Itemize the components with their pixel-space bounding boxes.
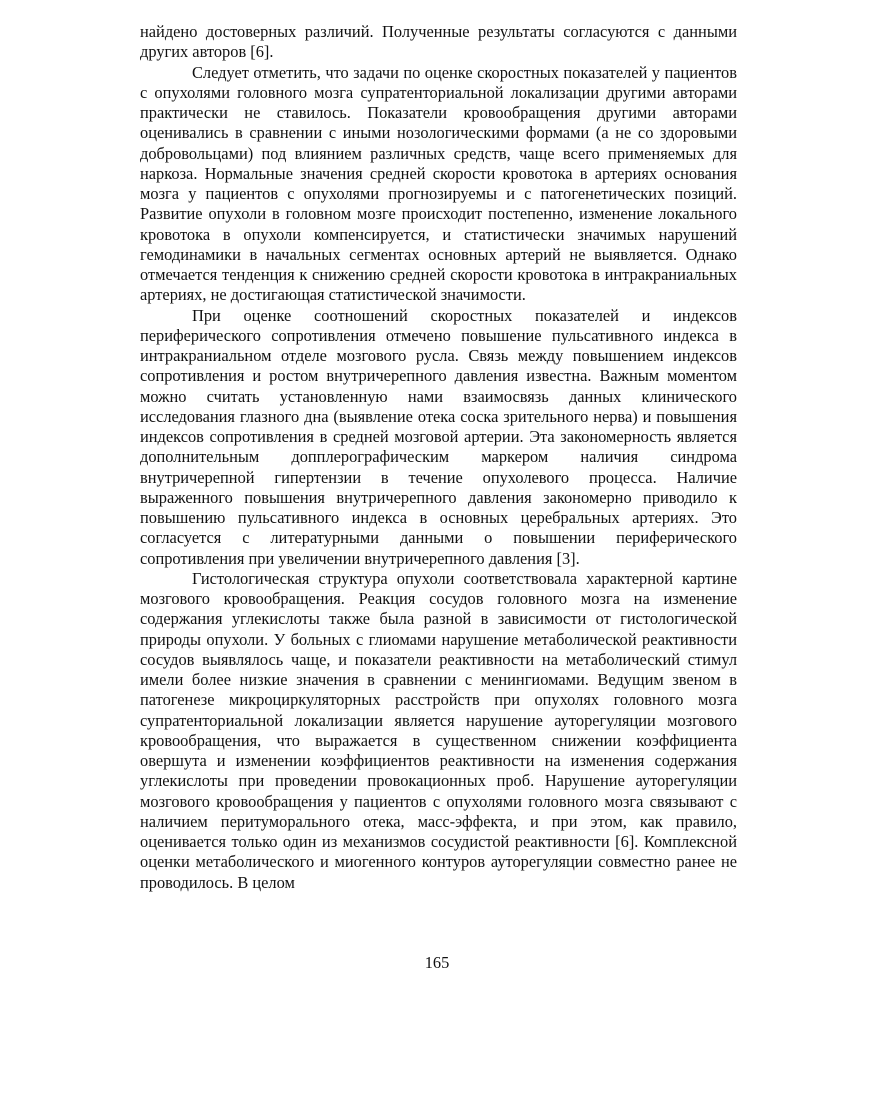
paragraph-1: найдено достоверных различий. Полученные результаты согласуются с данными других авторов [6]. <box>140 22 737 62</box>
body-text <box>140 22 737 893</box>
page-number: 165 <box>424 953 450 972</box>
paragraph-4: Гистологическая структура опухоли соответствовала характерной картине мозгового кровообращения. Реакция сосудов головного мозга на изменение содержания углекислоты также была разной в зависимости от гистологической природы опухоли. У больных с глиомами нарушение метаболической реактивности сосудов выявлялось чаще, и показатели реактивности на метаболический стимул имели более низкие значения в сравнении с менингиомами. Ведущим звеном в патогенезе микроциркуляторных расстройств при опухолях головного мозга супратенториальной локализации является нарушение ауторегуляции мозгового кровообращения, что выражается в существенном снижении коэффициента овершута и изменении коэффициентов реактивности на изменения содержания углекислоты при проведении провокационных проб. Нарушение ауторегуляции мозгового кровообращения у пациентов с опухолями головного мозга связывают с наличием перитуморального отека, масс-эффекта, и при этом, как правило, оценивается только один из механизмов сосудистой реактивности [6]. Комплексной оценки метаболического и миогенного контуров ауторегуляции совместно ранее не проводилось. В целом <box>140 568 737 892</box>
paragraph-3: При оценке соотношений скоростных показателей и индексов периферического сопротивления отмечено повышение пульсативного индекса в интракраниальном отделе мозгового русла. Связь между повышением индексов сопротивления и ростом внутричерепного давления известна. Важным моментом можно считать установленную нами взаимосвязь данных клинического исследования глазного дна (выявление отека соска зрительного нерва) и повышения индексов сопротивления в средней мозговой артерии. Эта закономерность является дополнительным допплерографическим маркером наличия синдрома внутричерепной гипертензии в течение опухолевого процесса. Наличие выраженного повышения внутричерепного давления закономерно приводило к повышению пульсативного индекса в основных церебральных артериях. Это согласуется с литературными данными о повышении периферического сопротивления при увеличении внутричерепного давления [3]. <box>140 305 737 568</box>
paragraph-2: Следует отметить, что задачи по оценке скоростных показателей у пациентов с опухолями головного мозга супратенториальной локализации другими авторами практически не ставилось. Показатели кровообращения другими авторами оценивались в сравнении с иными нозологическими формами (а не со здоровыми добровольцами) под влиянием различных средств, чаще всего применяемых для наркоза. Нормальные значения средней скорости кровотока в артериях основания мозга у пациентов с опухолями прогнозируемы и с патогенетических позиций. Развитие опухоли в головном мозге происходит постепенно, изменение локального кровотока в опухоли компенсируется, и статистически значимых нарушений гемодинамики в начальных сегментах основных артерий не выявляется. Однако отмечается тенденция к снижению средней скорости кровотока в интракраниальных артериях, не достигающая статистической значимости. <box>140 62 737 305</box>
